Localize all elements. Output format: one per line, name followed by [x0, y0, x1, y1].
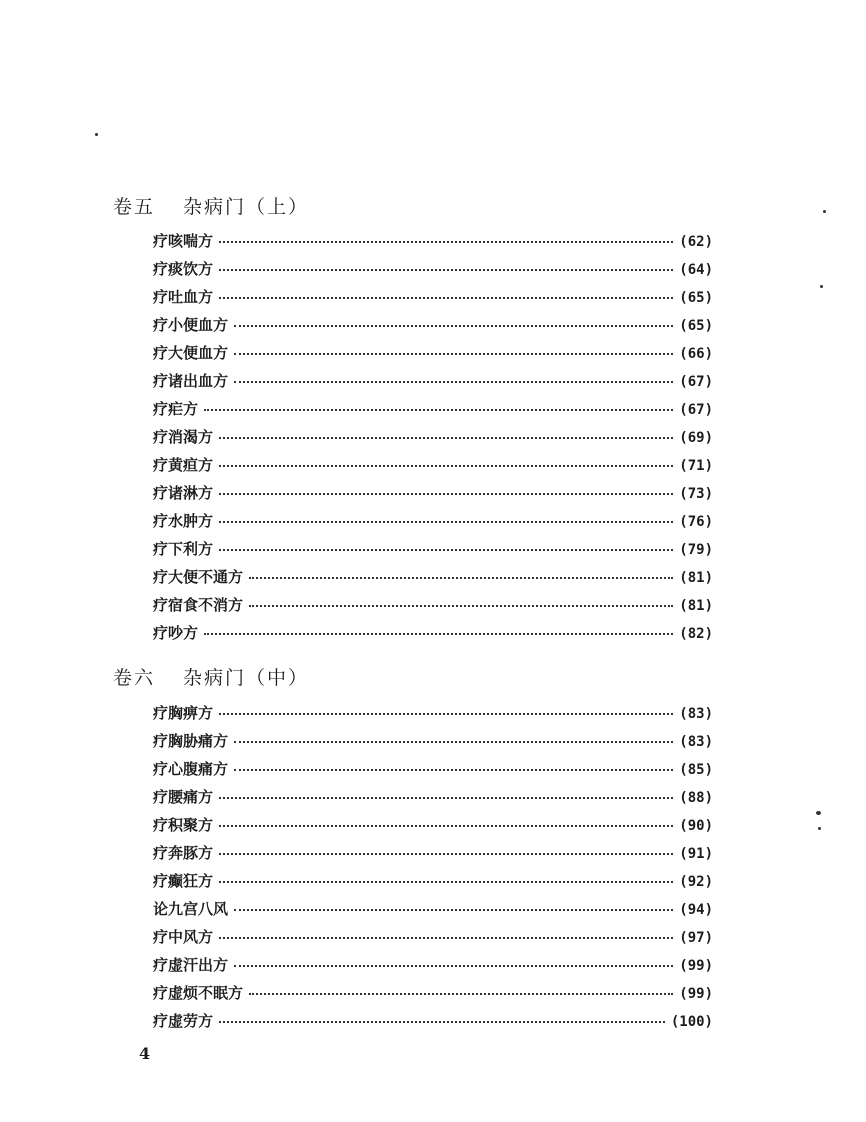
toc-entry[interactable] [153, 481, 713, 509]
entry-title: 疗吐血方 [153, 288, 214, 306]
toc-entry[interactable] [153, 785, 713, 813]
entry-page: (85) [679, 762, 713, 778]
toc-entry[interactable] [153, 841, 713, 869]
dot-leader [219, 282, 673, 299]
dot-leader [249, 978, 673, 995]
entry-page: (67) [679, 402, 713, 418]
entry-page: (99) [679, 958, 713, 974]
scan-speck [820, 285, 823, 288]
section-volume: 卷六 [113, 667, 156, 689]
entry-title: 疗中风方 [153, 928, 214, 946]
entry-title: 疗腰痛方 [153, 788, 214, 806]
dot-leader [234, 894, 673, 911]
dot-leader [219, 838, 673, 855]
entry-title: 疗小便血方 [153, 316, 229, 334]
section-heading-vol6 [113, 663, 309, 690]
section-name: 杂病门（上） [183, 196, 310, 218]
entry-page: (73) [679, 486, 713, 502]
scan-speck [818, 827, 821, 830]
entry-title: 疗癫狂方 [153, 872, 214, 890]
entry-page: (71) [679, 458, 713, 474]
toc-entry[interactable] [153, 757, 713, 785]
dot-leader [219, 1006, 665, 1023]
entry-title: 疗疟方 [153, 400, 199, 418]
dot-leader [219, 922, 673, 939]
entry-title: 疗宿食不消方 [153, 596, 244, 614]
scan-speck [823, 210, 826, 213]
toc-entry[interactable] [153, 397, 713, 425]
toc-entry[interactable] [153, 953, 713, 981]
dot-leader [234, 310, 673, 327]
entry-page: (81) [679, 598, 713, 614]
entry-title: 疗胸痹方 [153, 704, 214, 722]
entry-title: 疗下利方 [153, 540, 214, 558]
section-name: 杂病门（中） [183, 667, 310, 689]
toc-entry[interactable] [153, 701, 713, 729]
entry-page: (90) [679, 818, 713, 834]
toc-entry[interactable] [153, 453, 713, 481]
toc-entry[interactable] [153, 229, 713, 257]
entry-title: 疗消渴方 [153, 428, 214, 446]
scan-speck [816, 811, 821, 815]
entry-title: 疗虚烦不眠方 [153, 984, 244, 1002]
toc-entry[interactable] [153, 869, 713, 897]
entry-title: 疗虚汗出方 [153, 956, 229, 974]
entry-title: 疗大便不通方 [153, 568, 244, 586]
entry-page: (64) [679, 262, 713, 278]
entry-title: 疗积聚方 [153, 816, 214, 834]
dot-leader [219, 450, 673, 467]
entry-page: (82) [679, 626, 713, 642]
toc-entry[interactable] [153, 593, 713, 621]
entry-title: 疗胸胁痛方 [153, 732, 229, 750]
dot-leader [234, 754, 673, 771]
scan-speck [95, 133, 98, 136]
toc-entry[interactable] [153, 509, 713, 537]
entry-page: (76) [679, 514, 713, 530]
toc-entry[interactable] [153, 813, 713, 841]
dot-leader [219, 810, 673, 827]
dot-leader [249, 562, 673, 579]
dot-leader [204, 618, 673, 635]
entry-title: 疗黄疸方 [153, 456, 214, 474]
toc-entry[interactable] [153, 981, 713, 1009]
entry-title: 疗大便血方 [153, 344, 229, 362]
entry-title: 疗痰饮方 [153, 260, 214, 278]
dot-leader [219, 782, 673, 799]
entry-page: (94) [679, 902, 713, 918]
toc-entry[interactable] [153, 537, 713, 565]
entry-title: 疗水肿方 [153, 512, 214, 530]
entry-page: (97) [679, 930, 713, 946]
toc-entry[interactable] [153, 565, 713, 593]
entry-title: 论九宫八风 [153, 900, 229, 918]
toc-entry[interactable] [153, 425, 713, 453]
dot-leader [234, 950, 673, 967]
dot-leader [219, 226, 673, 243]
entry-page: (67) [679, 374, 713, 390]
entry-page: (99) [679, 986, 713, 1002]
toc-entry[interactable] [153, 729, 713, 757]
toc-entry[interactable] [153, 285, 713, 313]
dot-leader [219, 254, 673, 271]
dot-leader [234, 338, 673, 355]
entry-title: 疗奔豚方 [153, 844, 214, 862]
toc-entry[interactable] [153, 621, 713, 649]
entry-page: (91) [679, 846, 713, 862]
section-heading-vol5 [113, 192, 309, 219]
toc-entry[interactable] [153, 897, 713, 925]
entry-page: (65) [679, 318, 713, 334]
dot-leader [219, 534, 673, 551]
entry-title: 疗咳喘方 [153, 232, 214, 250]
entry-title: 疗虚劳方 [153, 1012, 214, 1030]
toc-list-vol5 [153, 229, 713, 649]
dot-leader [219, 698, 673, 715]
dot-leader [204, 394, 673, 411]
toc-entry[interactable] [153, 369, 713, 397]
entry-title: 疗吵方 [153, 624, 199, 642]
entry-page: (83) [679, 734, 713, 750]
toc-entry[interactable] [153, 313, 713, 341]
dot-leader [219, 506, 673, 523]
section-volume: 卷五 [113, 196, 156, 218]
entry-page: (83) [679, 706, 713, 722]
dot-leader [234, 726, 673, 743]
toc-list-vol6 [153, 701, 713, 1037]
dot-leader [219, 866, 673, 883]
entry-title: 疗诸出血方 [153, 372, 229, 390]
dot-leader [234, 366, 673, 383]
entry-page: (88) [679, 790, 713, 806]
entry-page: (65) [679, 290, 713, 306]
entry-page: (81) [679, 570, 713, 586]
entry-page: (62) [679, 234, 713, 250]
entry-page: (92) [679, 874, 713, 890]
entry-page: (69) [679, 430, 713, 446]
toc-entry[interactable] [153, 257, 713, 285]
dot-leader [249, 590, 673, 607]
dot-leader [219, 422, 673, 439]
toc-entry[interactable] [153, 925, 713, 953]
toc-entry[interactable] [153, 1009, 713, 1037]
toc-entry[interactable] [153, 341, 713, 369]
entry-title: 疗诸淋方 [153, 484, 214, 502]
dot-leader [219, 478, 673, 495]
page-number: 4 [139, 1044, 151, 1063]
entry-page: (66) [679, 346, 713, 362]
entry-page: (100) [670, 1014, 713, 1030]
entry-title: 疗心腹痛方 [153, 760, 229, 778]
entry-page: (79) [679, 542, 713, 558]
